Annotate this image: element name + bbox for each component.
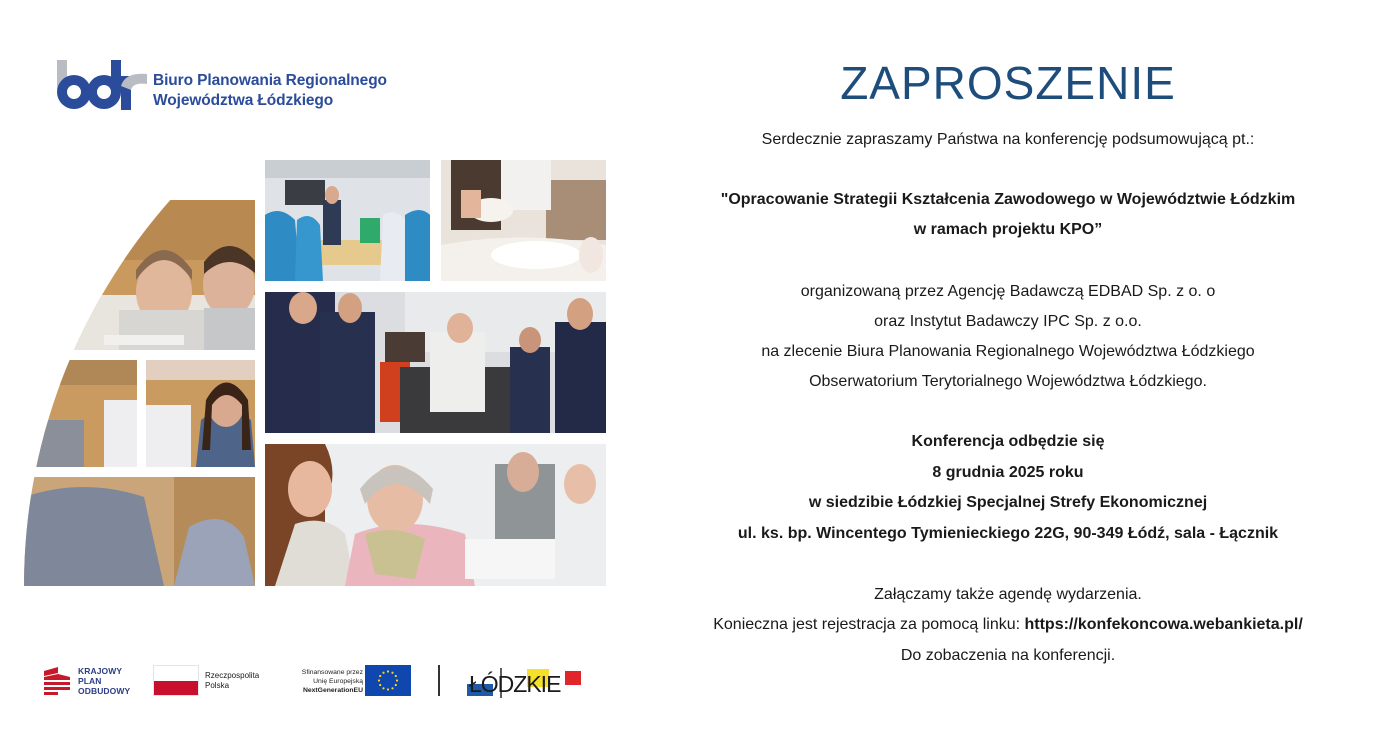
registration-prefix: Konieczna jest rejestracja za pomocą linku: <box>713 616 1025 633</box>
bpr-logo-icon <box>55 58 150 114</box>
org-name-line1: Biuro Planowania Regionalnego <box>153 72 387 89</box>
event-address: ul. ks. bp. Wincentego Tymienieckiego 22G, 90-349 Łódź, sala - Łącznik <box>737 525 1279 542</box>
kpo-logo <box>42 665 142 697</box>
photo-seniors-learning <box>265 444 606 586</box>
rp-label-line2: Polska <box>205 681 230 690</box>
kpo-label-line3: ODBUDOWY <box>78 686 131 696</box>
conference-title-line1: "Opracowanie Strategii Kształcenia Zawodowego w Województwie Łódzkim <box>720 191 1296 208</box>
agenda-note: Załączamy także agendę wydarzenia. <box>874 586 1142 603</box>
conference-title-line2: w ramach projektu KPO” <box>913 221 1103 238</box>
photo-student-laptop-right <box>146 360 255 467</box>
event-intro: Konferencja odbędzie się <box>911 433 1105 450</box>
polish-flag-icon <box>153 665 199 696</box>
organizer-line-2: oraz Instytut Badawczy IPC Sp. z o.o. <box>874 313 1142 330</box>
organizer-line-3: na zlecenie Biura Planowania Regionalnego Województwa Łódzkiego <box>761 343 1255 360</box>
rzeczpospolita-logo <box>153 665 273 697</box>
kpo-building-icon <box>42 665 72 695</box>
eu-label-line3: NextGenerationEU <box>302 687 363 694</box>
photo-nurses-meeting <box>265 160 430 281</box>
eu-funding-logo <box>283 665 413 697</box>
photo-baking-flour <box>441 160 606 281</box>
event-venue: w siedzibie Łódzkiej Specjalnej Strefy Ekonomicznej <box>808 494 1208 511</box>
lodzkie-logo <box>467 666 587 698</box>
invitation-title: ZAPROSZENIE <box>840 57 1176 109</box>
event-date: 8 grudnia 2025 roku <box>932 464 1084 481</box>
org-name <box>153 71 387 111</box>
photo-mechanics-workshop <box>265 292 606 433</box>
kpo-label-line2: PLAN <box>78 676 102 686</box>
eu-label-line2: Unię Europejską <box>313 678 363 685</box>
eu-flag-icon <box>365 665 411 696</box>
org-name-line2: Województwa Łódzkiego <box>153 92 334 109</box>
photo-lecturer-back <box>24 477 255 586</box>
bpr-logo <box>55 58 395 114</box>
photo-students-lecture-hall <box>24 200 255 350</box>
photo-collage <box>24 160 606 586</box>
eu-label <box>302 668 363 695</box>
intro-text: Serdecznie zapraszamy Państwa na konferencję podsumowującą pt.: <box>761 131 1255 148</box>
funding-logos <box>40 660 600 700</box>
rp-label-line1: Rzeczpospolita <box>205 671 260 680</box>
svg-text:ŁÓDZKIE: ŁÓDZKIE <box>469 671 561 697</box>
kpo-label-line1: KRAJOWY <box>78 666 123 676</box>
registration-line <box>650 616 1366 634</box>
logo-divider <box>438 665 440 696</box>
kpo-label <box>78 666 130 696</box>
registration-link[interactable]: https://konfekoncowa.webankieta.pl/ <box>1024 616 1303 633</box>
closing-text: Do zobaczenia na konferencji. <box>900 647 1116 664</box>
rp-label <box>205 671 259 691</box>
eu-label-line1: Sfinansowane przez <box>301 669 363 676</box>
photo-student-laptop-left <box>24 360 137 467</box>
organizer-line-1: organizowaną przez Agencję Badawczą EDBAD Sp. z o. o <box>800 283 1216 300</box>
organizer-line-4: Obserwatorium Terytorialnego Województwa Łódzkiego. <box>809 373 1207 390</box>
